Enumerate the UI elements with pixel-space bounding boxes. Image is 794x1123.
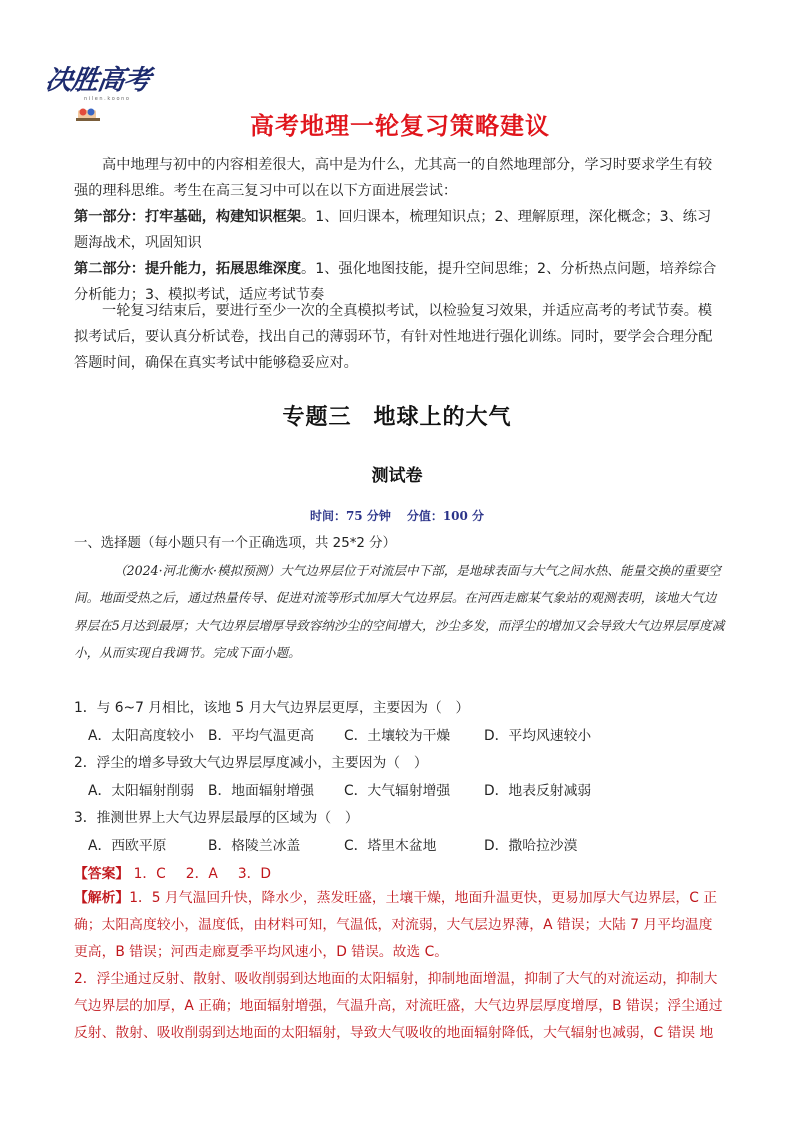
answer-label: 【答案】	[74, 866, 130, 882]
exam-score: 分值：100 分	[406, 509, 485, 523]
answer-item-2: 2．A	[185, 866, 218, 882]
section-heading: 一、选择题（每小题只有一个正确选项，共 25*2 分）	[74, 536, 396, 551]
answer-item-3: 3．D	[237, 866, 272, 882]
question-3-option-a: A．西欧平原	[88, 838, 167, 854]
question-1-option-b: B．平均气温更高	[208, 728, 315, 744]
page-title: 高考地理一轮复习策略建议	[250, 112, 550, 140]
question-2-option-c: C．大气辐射增强	[344, 783, 451, 799]
question-3-option-b: B．格陵兰冰盖	[208, 838, 301, 854]
part1-paragraph	[74, 204, 724, 256]
question-1-option-c: C．土壤较为干燥	[344, 728, 451, 744]
time-score-line	[0, 507, 794, 524]
analysis-paragraph-2: 2．浮尘通过反射、散射、吸收削弱到达地面的太阳辐射，抑制地面增温，抑制了大气的对流运动，抑制大气边界层的加厚，A 正确；地面辐射增强，气温升高，对流旺盛，大气边界层厚度增厚，B 错误；浮尘通过反射、散射、吸收削弱到达地面的太阳辐射，导致大气吸收的地面辐射降低，大气辐射也减弱，C 错误 地	[74, 971, 723, 1041]
question-2-stem: 2．浮尘的增多导致大气边界层厚度减小，主要因为（ ）	[74, 755, 428, 771]
question-3-option-c: C．塔里木盆地	[344, 838, 437, 854]
logo-text: 决胜高考	[43, 65, 152, 96]
question-2-option-b: B．地面辐射增强	[208, 783, 315, 799]
analysis-label: 【解析】	[74, 890, 130, 906]
material-paragraph: （2024·河北衡水·模拟预测）大气边界层位于对流层中下部，是地球表面与大气之间水热、能量交换的重要空间。地面受热之后，通过热量传导、促进对流等形式加厚大气边界层。在河西走廊某气象站的观测表明，该地大气边界层在5月达到最厚；大气边界层增厚导致容纳沙尘的空间增大，沙尘多发，而浮尘的增加又会导致大气边界层厚度减小，从而实现自我调节。完成下面小题。	[74, 563, 725, 660]
topic-number: 专题三	[282, 405, 352, 430]
part2-text: 。1、强化地图技能，提升空间思维；2、分析热点问题，培养综合分析能力；3、模拟考试，适应考试节奏	[74, 261, 717, 303]
exam-duration: 时间：75 分钟	[309, 509, 391, 523]
topic-title	[0, 400, 794, 431]
outro-paragraph: 一轮复习结束后，要进行至少一次的全真模拟考试，以检验复习效果，并适应高考的考试节奏。模拟考试后，要认真分析试卷，找出自己的薄弱环节，有针对性地进行强化训练。同时，要学会合理分配答题时间，确保在真实考试中能够稳妥应对。	[74, 303, 713, 371]
answer-item-1: 1．C	[133, 866, 166, 882]
topic-name: 地球上的大气	[373, 405, 512, 430]
part1-text: 。1、回归课本，梳理知识点；2、理解原理，深化概念；3、练习题海战术，巩固知识	[74, 209, 712, 251]
question-2-option-a: A．太阳辐射削弱	[88, 783, 195, 799]
answer-line	[74, 862, 291, 882]
part2-label: 第二部分：提升能力，拓展思维深度	[74, 261, 302, 277]
question-3-stem: 3．推测世界上大气边界层最厚的区域为（ ）	[74, 810, 359, 826]
question-1-stem: 1．与 6~7 月相比，该地 5 月大气边界层更厚，主要因为（ ）	[74, 700, 470, 716]
analysis-text-1: 1．5 月气温回升快，降水少，蒸发旺盛，土壤干燥，地面升温更快，更易加厚大气边界层，C 正确；太阳高度较小，温度低，由材料可知，气温低，对流弱，大气层边界薄，A 错误；大陆 7 月平均温度更高，B 错误；河西走廊夏季平均风速小，D 错误。故选 C。	[74, 890, 718, 960]
question-1-option-d: D．平均风速较小	[484, 728, 592, 744]
intro-paragraph: 高中地理与初中的内容相差很大，高中是为什么，尤其高一的自然地理部分，学习时要求学生有较强的理科思维。考生在高三复习中可以在以下方面进展尝试：	[74, 157, 713, 199]
analysis-paragraph-1	[74, 885, 724, 966]
part1-label: 第一部分：打牢基础，构建知识框架	[74, 209, 302, 225]
question-2-option-d: D．地表反射减弱	[484, 783, 592, 799]
logo-subtext: n i l e n . k o o n o	[84, 96, 129, 102]
exam-title: 测试卷	[371, 466, 423, 486]
question-3-option-d: D．撒哈拉沙漠	[484, 838, 578, 854]
question-1-option-a: A．太阳高度较小	[88, 728, 195, 744]
